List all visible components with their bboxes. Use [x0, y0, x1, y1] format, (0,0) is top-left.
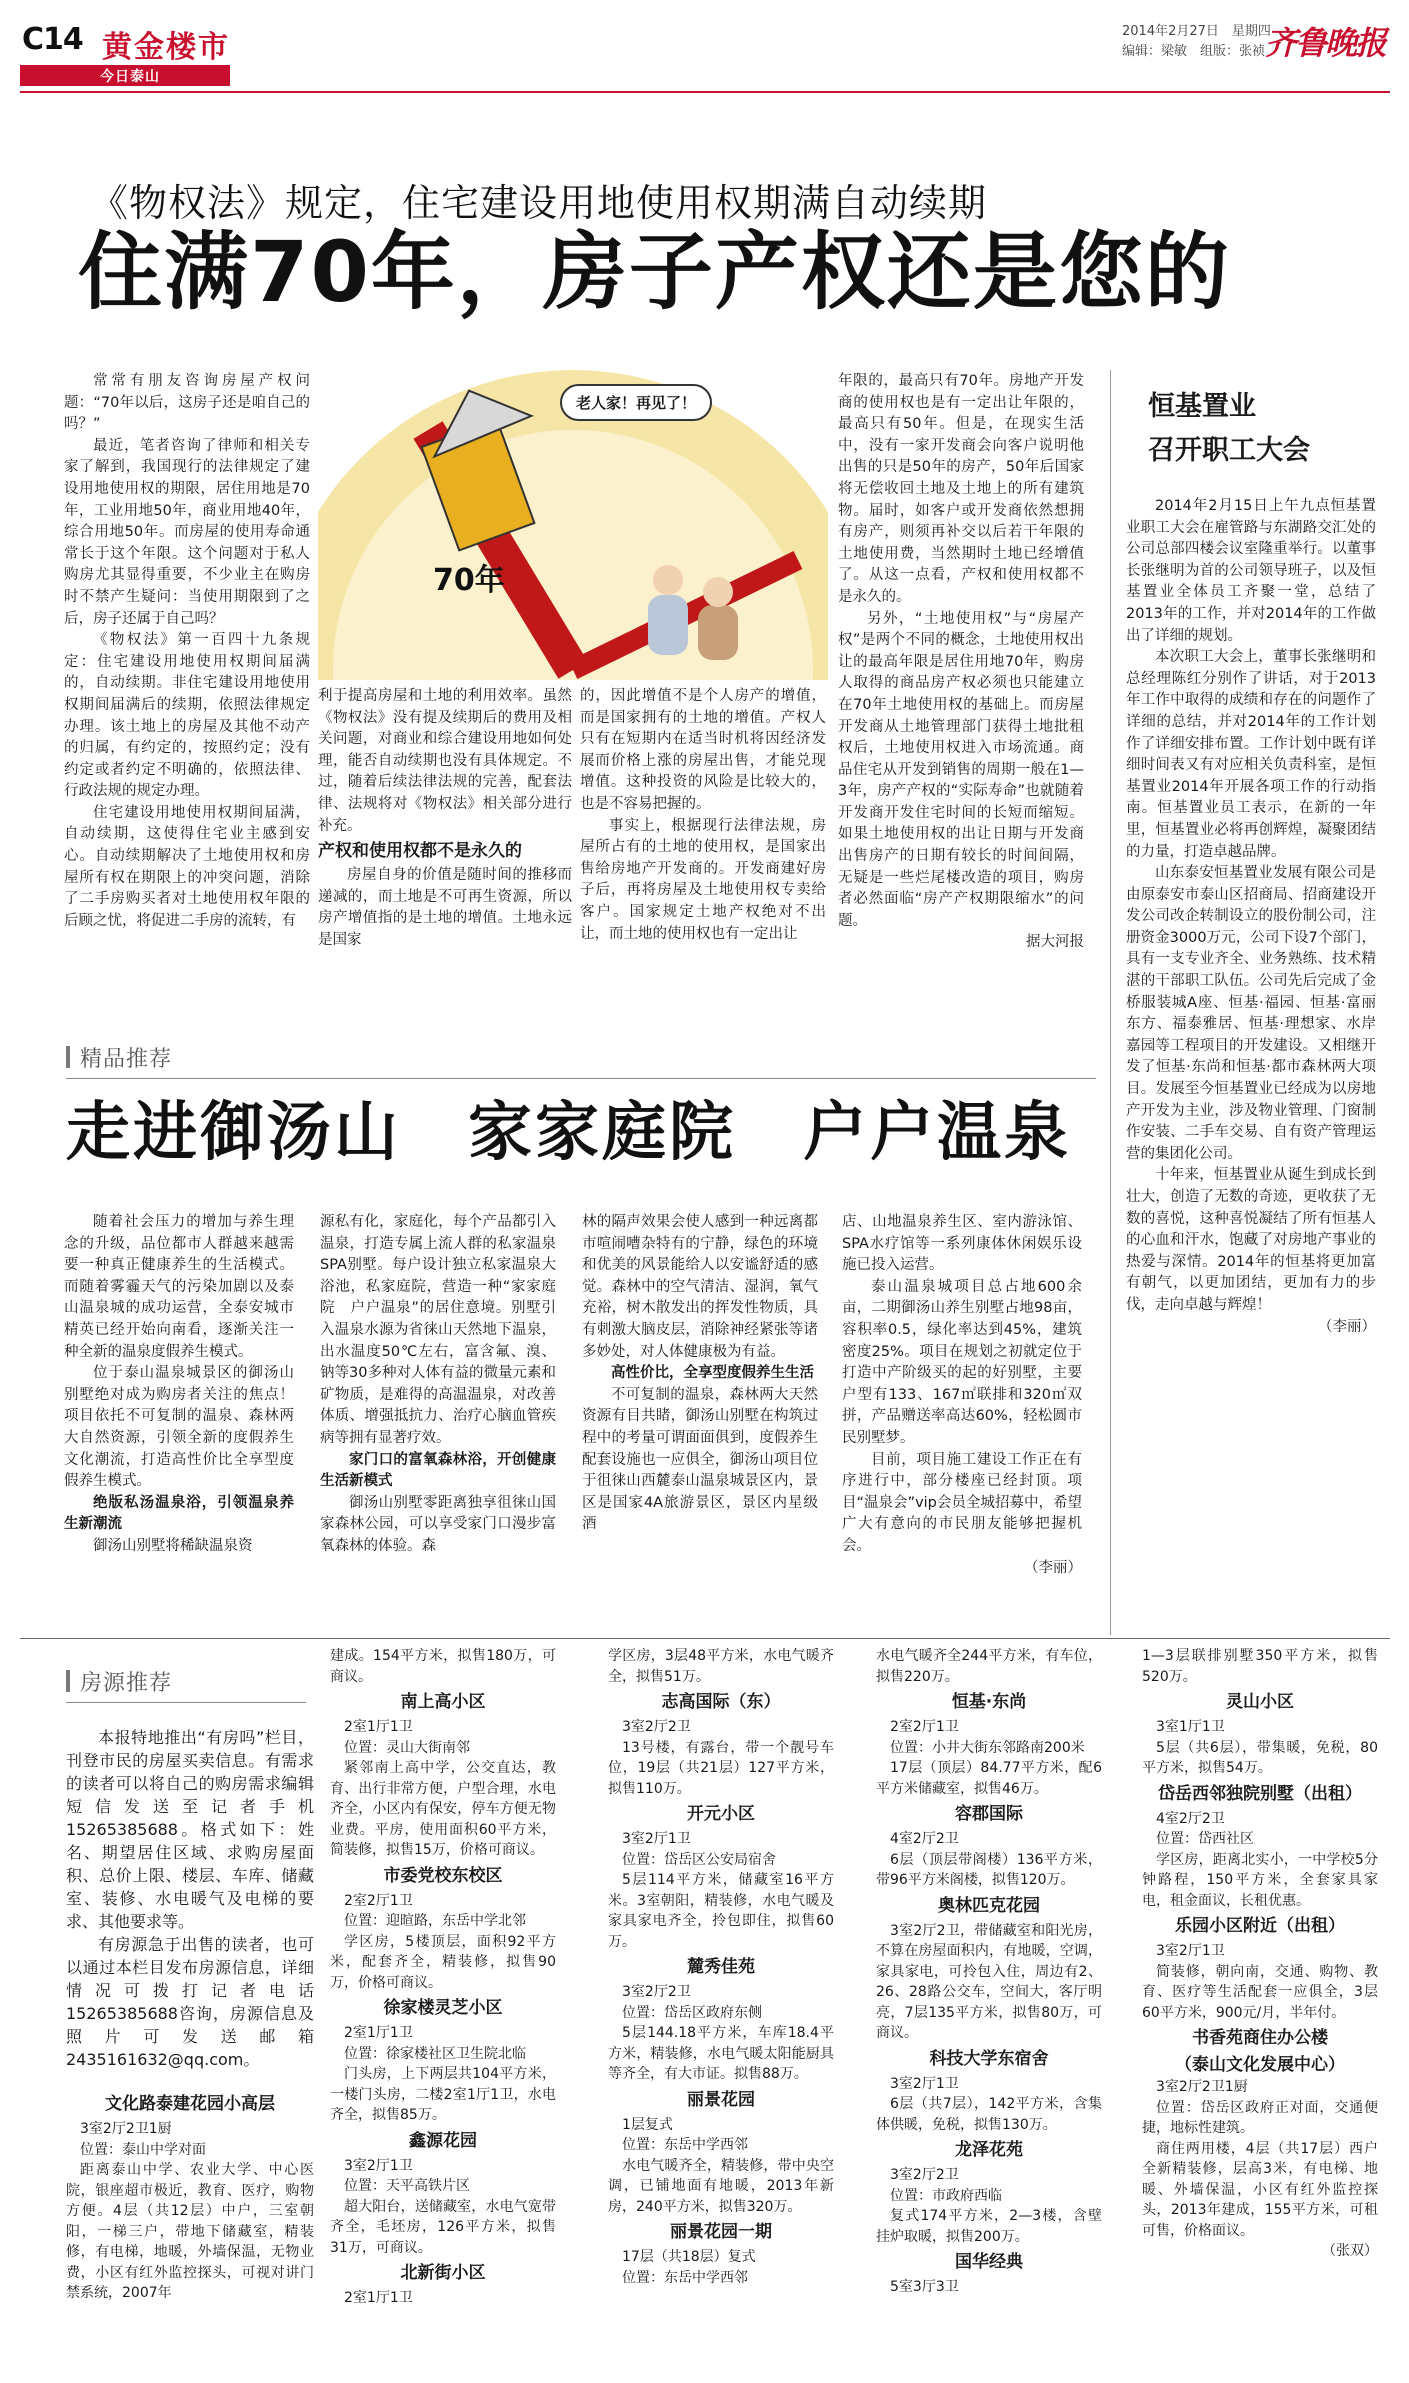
listing-title: 容郡国际 — [955, 1804, 1023, 1824]
listing-line: 6层（顶层带阁楼）136平方米，带96平方米阁楼，拟售120万。 — [876, 1851, 1102, 1888]
column-divider — [1110, 370, 1111, 1635]
listing-title: 恒基·东尚 — [951, 1692, 1027, 1712]
lead-col-1 — [64, 371, 310, 932]
listing-title: 徐家楼灵芝小区 — [383, 1998, 503, 2018]
listing-line: 距离泰山中学、农业大学、中心医院，银座超市极近，教育、医疗，购物方便。4层（共12层）中户，三室朝阳，一梯三户，带地下储藏室，精装修，有电梯，地暖，外墙保温，无物业费，小区有红外监控探头，可视对讲门禁系统，2007年 — [66, 2162, 314, 2301]
listing-title: 书香苑商住办公楼 — [1192, 2028, 1328, 2048]
page-number: C14 — [22, 22, 83, 57]
lead-paragraph: 年限的，最高只有70年。房地产开发商的使用权也是有一定出让年限的，最高只有50年。但是，在现实生活中，没有一家开发商会向客户说明他出售的只是50年的房产，50年后国家将无偿收回土地及土地上的所有建筑物。届时，如客户或开发商依然想拥有房产，则须再补交以后若干年限的土地使用费，当然期时土地已经增值了。从这一点看，产权和使用权都不是永久的。 — [838, 373, 1084, 605]
listing-line: 1—3层联排别墅350平方米，拟售520万。 — [1142, 1648, 1378, 1685]
listing-line: 超大阳台，送储藏室，水电气宽带齐全，毛坯房，126平方米，拟售31万，可商议。 — [330, 2198, 556, 2256]
section-title: 黄金楼市 — [102, 30, 230, 65]
listing-line: 简装修，朝向南，交通、购物、教育、医疗等生活配套一应俱全，3层60平方米，900元/月，半年付。 — [1142, 1963, 1378, 2021]
feature-col-2 — [320, 1212, 556, 1558]
listing-line: 位置：徐家楼社区卫生院北临 — [344, 2045, 526, 2062]
listing-line: 商住两用楼，4层（共17层）西户全新精装修，层高3米，有电梯、地暖、外墙保温，小区有红外监控探头，2013年建成，155平方米，可租可售，价格面议。 — [1142, 2140, 1378, 2239]
listing-title: 文化路泰建花园小高层 — [105, 2094, 275, 2114]
listing-line: 位置：东岳中学西邻 — [622, 2269, 748, 2286]
listing-line: 3室2厅2卫 — [622, 1984, 691, 2000]
listing-title-sub: （泰山文化发展中心） — [1175, 2055, 1345, 2075]
feature-col-1 — [64, 1212, 294, 1558]
feature-headline: 走进御汤山 家家庭院 户户温泉 — [66, 1096, 1071, 1170]
listing-title: 南上高小区 — [400, 1692, 486, 1712]
listing-title: 丽景花园一期 — [670, 2222, 772, 2242]
feature-paragraph: 泰山温泉城项目总占地600余亩，二期御汤山养生别墅占地98亩，容积率0.5，绿化率达到45%，建筑密度25%。项目在规划之初就定位于打造中产阶级买的起的好别墅，主要户型有133、167㎡联排和320㎡双拼，产品赠送率高达60%，轻松圆市民别墅梦。 — [842, 1278, 1082, 1446]
property-col-3 — [608, 1646, 834, 2288]
feature-paragraph: 御汤山别墅零距离独享徂徕山国家森林公园，可以享受家门口漫步富氧森林的体验。森 — [320, 1494, 556, 1554]
listing-line: 3室2厅2卫，带储藏室和阳光房，不算在房屋面积内，有地暖，空调，家具家电，可拎包入住，周边有2、26、28路公交车，空间大，客厅明亮，7层135平方米，拟售80万，可商议。 — [876, 1922, 1102, 2041]
property-tag: 房源推荐 — [66, 1666, 172, 1697]
property-byline: （张双） — [1322, 2243, 1378, 2259]
listing-line: 复式174平方米，2—3楼，含壁挂炉取暖，拟售200万。 — [876, 2208, 1102, 2245]
lead-kicker: 《物权法》规定，住宅建设用地使用权期满自动续期 — [90, 181, 988, 225]
subsection-title: 今日泰山 — [100, 69, 160, 85]
listing-title: 丽景花园 — [687, 2089, 755, 2110]
lead-paragraph: 利于提高房屋和土地的利用效率。虽然《物权法》没有提及续期后的费用及相关问题，对商业和综合建设用地如何处理，能否自动续期也没有具体规定。不过，随着后续法律法规的完善，配套法律、法规将对《物权法》相关部分进行补充。 — [318, 688, 572, 834]
side-paragraph: 2014年2月15日上午九点恒基置业职工大会在雇管路与东湖路交汇处的公司总部四楼会议室隆重举行。以董事长张继明为首的公司领导班子，以及恒基置业全体员工齐聚一堂，总结了2013年的工作，并对2014年的工作做出了详细的规划。 — [1126, 498, 1376, 644]
listing-line: 3室2厅1卫 — [622, 1831, 691, 1847]
listing-line: 5室3厅3卫 — [890, 2279, 959, 2295]
listing-line: 2室2厅1卫 — [344, 1892, 413, 1909]
listing-line: 2室2厅1卫 — [890, 1719, 959, 1735]
feature-subhead: 绝版私汤温泉浴，引领温泉养生新潮流 — [64, 1494, 294, 1533]
listing-title: 鑫源花园 — [409, 2130, 477, 2151]
listing-line: 位置：天平高铁片区 — [344, 2178, 470, 2194]
listing-line: 位置：岱岳区公安局宿舍 — [622, 1851, 776, 1868]
listing-line: 5层（共6层），带集暖，免税，80平方米，拟售54万。 — [1142, 1739, 1378, 1776]
listing-title: 麓秀佳苑 — [687, 1957, 755, 1977]
feature-tag: 精品推荐 — [66, 1042, 172, 1073]
property-col-4 — [876, 1646, 1102, 2298]
lead-col-3 — [580, 686, 826, 945]
lead-col-2 — [318, 686, 572, 952]
listing-line: 13号楼，有露台，带一个靓号车位，19层（共21层）127平方米，拟售110万。 — [608, 1739, 834, 1797]
listing-line: 2室1厅1卫 — [344, 1719, 413, 1735]
listing-line: 位置：岱岳区政府正对面，交通便捷，地标性建筑。 — [1142, 2099, 1378, 2136]
feature-byline: （李丽） — [1024, 1559, 1082, 1576]
listing-title: 国华经典 — [955, 2252, 1023, 2272]
listing-line: 5层114平方米，储藏室16平方米。3室朝阳，精装修，水电气暖及家具家电齐全，拎包即住，拟售60万。 — [608, 1872, 834, 1950]
lead-paragraph: 事实上，根据现行法律法规，房屋所占有的土地的使用权，是国家出售给房地产开发商的。开发商建好房子后，再将房屋及土地使用权专卖给客户。国家规定土地产权绝对不出让，而土地的使用权也有一定出让 — [580, 817, 826, 942]
listing-line: 2室1厅1卫 — [344, 2290, 413, 2306]
lead-paragraph: 常常有朋友咨询房屋产权问题：“70年以后，这房子还是咱自己的吗？” — [64, 373, 310, 433]
lead-paragraph: 另外，“土地使用权”与“房屋产权”是两个不同的概念，土地使用权出让的最高年限是居住用地70年，购房人取得的商品房产权必须也只能建立在70年土地使用权的基础上。而房屋开发商从土地管理部门获得土地批租权后，土地使用权进入市场流通。商品住宅从开发到销售的周期一般在1—3年，房产产权的“实际寿命”也就随着开发商开发住宅时间的长短而缩短。如果土地使用权的出让日期与开发商出售房产的日期有较长的时间间隔，无疑是一些烂尾楼改造的项目，购房者必然面临“房产产权期限缩水”的问题。 — [838, 610, 1084, 929]
feature-paragraph: 林的隔声效果会使人感到一种远离都市喧闹嘈杂特有的宁静，绿色的环境和优美的风景能给人以安谧舒适的感觉。森林中的空气清洁、湿润，氧气充裕，树木散发出的挥发性物质，具有刺激大脑皮层，消除神经紧张等诸多妙处，对人体健康极为有益。 — [582, 1214, 818, 1360]
lead-paragraph: 住宅建设用地使用权期间届满，自动续期，这使得住宅业主感到安心。自动续期解决了土地使用权和房屋所有权在期限上的冲突问题，消除了二手房购买者对土地使用权年限的后顾之忧，将促进二手房的流转，有 — [64, 804, 310, 929]
feature-tag-rule — [66, 1078, 1096, 1079]
listing-title: 市委党校东校区 — [383, 1865, 503, 1886]
listing-line: 4室2厅2卫 — [1156, 1810, 1225, 1827]
feature-col-3 — [582, 1212, 818, 1536]
listing-line: 位置：灵山大街南邻 — [344, 1739, 470, 1756]
listing-line: 6层（共7层），142平方米，含集体供暖，免税，拟售130万。 — [876, 2096, 1102, 2133]
listing-line: 水电气暖齐全，精装修，带中央空调，已铺地面有地暖，2013年新房，240平方米，拟售320万。 — [608, 2157, 834, 2215]
feature-paragraph: 御汤山别墅将稀缺温泉资 — [93, 1537, 253, 1554]
listing-line: 位置：东岳中学西邻 — [622, 2137, 748, 2153]
listing-line: 水电气暖齐全244平方米，有车位，拟售220万。 — [876, 1648, 1102, 1685]
feature-paragraph: 店、山地温泉养生区、室内游泳馆、SPA水疗馆等一系列康体休闲娱乐设施已投入运营。 — [842, 1214, 1082, 1274]
lead-paragraph: 《物权法》第一百四十九条规定：住宅建设用地使用权期间届满的，自动续期。非住宅建设用地使用权期间届满后的续期，依照法律规定办理。该土地上的房屋及其他不动产的归属，有约定的，按照约定；没有约定或者约定不明确的，依照法律、行政法规的规定办理。 — [64, 632, 310, 800]
listing-line: 位置：泰山中学对面 — [80, 2141, 206, 2158]
illustration-label: 70年 — [433, 563, 505, 598]
listing-line: 学区房，5楼顶层，面积92平方米，配套齐全，精装修，拟售90万，价格可商议。 — [330, 1933, 556, 1991]
side-body — [1126, 496, 1376, 1338]
feature-paragraph: 随着社会压力的增加与养生理念的升级，品位都市人群越来越需要一种真正健康养生的生活模式。而随着雾霾天气的污染加剧以及泰山温泉城的成功运营，全泰安城市精英已经开始向南看，逐渐关注一种全新的温泉度假养生模式。 — [64, 1214, 294, 1360]
lead-paragraph: 房屋自身的价值是随时间的推移而递减的，而土地是不可再生资源，所以房产增值指的是土地的增值。土地永远是国家 — [318, 867, 572, 948]
listing-line: 3室2厅2卫 — [890, 2167, 959, 2183]
feature-subhead: 家门口的富氧森林浴，开创健康生活新模式 — [320, 1451, 556, 1490]
feature-paragraph: 源私有化，家庭化，每个产品都引入温泉，打造专属上流人群的私家温泉SPA别墅。每户设计独立私家温泉大浴池，私家庭院，营造一种“家家庭院 户户温泉”的居住意境。别墅引入温泉水源为省徕山天然地下温泉，出水温度50℃左右，富含氟、溴、钠等30多种对人体有益的微量元素和矿物质，是难得的高温温泉，对改善体质、增强抵抗力、治疗心脑血管疾病等拥有显著疗效。 — [320, 1214, 556, 1446]
listing-title: 乐园小区附近（出租） — [1175, 1916, 1345, 1936]
listing-line: 3室2厅1卫 — [1156, 1943, 1225, 1959]
feature-paragraph: 位于泰山温泉城景区的御汤山别墅绝对成为购房者关注的焦点！项目依托不可复制的温泉、森林两大自然资源，引领全新的度假养生文化潮流，打造高性价比全享型度假养生模式。 — [64, 1365, 294, 1490]
lead-paragraph: 的，因此增值不是个人房产的增值，而是国家拥有的土地的增值。产权人只有在短期内在适当时机将因经济发展而价格上涨的房屋出售，才能兑现增值。这种投资的风险是比较大的，也是不容易把握的。 — [580, 688, 826, 812]
editor-credit: 编辑：梁敏 组版：张祯 — [1122, 44, 1266, 59]
lead-subhead: 产权和使用权都不是永久的 — [318, 841, 522, 862]
listing-line: 17层（顶层）84.77平方米，配6平方米储藏室，拟售46万。 — [876, 1760, 1102, 1797]
listing-title: 开元小区 — [687, 1804, 755, 1824]
listing-line: 3室1厅1卫 — [1156, 1719, 1225, 1735]
listing-line: 3室2厅1卫 — [890, 2075, 959, 2092]
listing-line: 建成。154平方米，拟售180万，可商议。 — [330, 1648, 556, 1685]
listing-line: 门头房，上下两层共104平方米，一楼门头房，二楼2室1厅1卫，水电齐全，拟售85万。 — [330, 2066, 556, 2123]
listing-line: 位置：市政府西临 — [890, 2187, 1002, 2204]
feature-paragraph: 目前，项目施工建设工作正在有序进行中，部分楼座已经封顶。项目“温泉会”vip会员全城招募中，希望广大有意向的市民朋友能够把握机会。 — [842, 1451, 1082, 1554]
listing-title: 北新街小区 — [400, 2263, 486, 2283]
feature-paragraph: 不可复制的温泉，森林两大天然资源有目共睹，御汤山别墅在构筑过程中的考量可谓面面俱到，度假养生配套设施也一应俱全，御汤山项目位于徂徕山西麓泰山温泉城景区内，景区是国家4A旅游景区，景区内星级酒 — [582, 1386, 818, 1533]
listing-line: 位置：小井大街东邻路南200米 — [890, 1739, 1085, 1756]
listing-line: 4室2厅2卫 — [890, 1831, 959, 1847]
side-paragraph: 山东泰安恒基置业发展有限公司是由原泰安市泰山区招商局、招商建设开发公司改企转制设立的股份制公司，注册资金3000万元，公司下设7个部门，具有一支专业齐全、业务熟练、技术精湛的干部职工队伍。公司先后完成了金桥服装城A座、恒基·福园、恒基·富丽东方、福泰雅居、恒基·理想家、水岸嘉园等工程项目的开发建设。又相继开发了恒基·东尚和恒基·都市森林两大项目。发展至今恒基置业已经成为以房地产开发为主业，涉及物业管理、门窗制作安装、二手车交易、自有资产管理运营的集团化公司。 — [1126, 865, 1376, 1162]
listing-title: 龙泽花苑 — [955, 2140, 1023, 2160]
property-col-2 — [330, 1646, 556, 2309]
listing-title: 科技大学东宿舍 — [929, 2048, 1049, 2069]
listing-line: 17层（共18层）复式 — [622, 2249, 756, 2265]
listing-title: 岱岳西邻独院别墅（出租） — [1158, 1783, 1362, 1804]
issue-date: 2014年2月27日 星期四 — [1122, 24, 1271, 39]
listing-line: 学区房，距离北实小，一中学校5分钟路程，150平方米，全套家具家电，租金面议，长租优惠。 — [1142, 1851, 1378, 1909]
listing-line: 5层144.18平方米，车库18.4平方米，精装修，水电气暖太阳能厨具等齐全，有大市证。拟售88万。 — [608, 2025, 834, 2082]
listing-line: 学区房，3层48平方米，水电气暖齐全，拟售51万。 — [608, 1648, 834, 1685]
side-paragraph: 本次职工大会上，董事长张继明和总经理陈红分别作了讲话，对于2013年工作中取得的成绩和存在的问题作了详细的总结，并对2014年的工作计划作了详细安排布置。工作计划中既有详细时间表又有对应相关负责科室，是恒基置业2014年开展各项工作的行动指南。恒基置业员工表示，在新的一年里，恒基置业必将再创辉煌，凝聚团结的力量，打造卓越品牌。 — [1126, 649, 1376, 860]
listing-line: 位置：岱岳区政府东侧 — [622, 2004, 762, 2021]
side-title-line-2: 召开职工大会 — [1148, 435, 1310, 466]
lead-col-4 — [838, 371, 1084, 954]
property-col-1 — [66, 1726, 314, 2304]
listing-title: 奥林匹克花园 — [938, 1895, 1040, 1916]
listing-title: 志高国际（东） — [661, 1692, 781, 1712]
side-byline: （李丽） — [1318, 1318, 1376, 1335]
listing-line: 1层复式 — [622, 2116, 673, 2133]
section-divider — [20, 1638, 1390, 1639]
listing-line: 位置：迎暄路，东岳中学北邻 — [344, 1913, 526, 1929]
lead-paragraph: 最近，笔者咨询了律师和相关专家了解到，我国现行的法律规定了建设用地使用权的期限，居住用地是70年，工业用地50年，商业用地40年，综合用地50年。而房屋的使用寿命通常长于这个年限。这个问题对于私人购房尤其显得重要，不少业主在购房时不禁产生疑问：当使用期限到了之后，房子还属于自己吗？ — [64, 437, 310, 627]
lead-headline: 住满70年，房子产权还是您的 — [78, 223, 1231, 321]
listing-line: 3室2厅1卫 — [344, 2157, 413, 2174]
property-intro: 本报特地推出“有房吗”栏目，刊登市民的房屋买卖信息。有需求的读者可以将自己的购房需求编辑短信发送至记者手机15265385688。格式如下：姓名、期望居住区域、求购房屋面积、总价上限、楼层、车库、储藏室、装修、水电暖气及电梯的要求、其他要求等。 — [66, 1728, 314, 1931]
side-paragraph: 十年来，恒基置业从诞生到成长到壮大，创造了无数的奇迹，更收获了无数的喜悦，这种喜悦凝结了所有恒基人的心血和汗水，饱藏了对房地产事业的热爱与深情。2014年的恒基将更加富有朝气，以更加团结，更加有力的步伐，走向卓越与辉煌！ — [1126, 1167, 1376, 1313]
property-tag-rule — [66, 1702, 306, 1703]
listing-line: 3室2厅2卫1厨 — [1156, 2079, 1248, 2095]
property-col-5 — [1142, 1646, 1378, 2262]
property-intro: 有房源急于出售的读者，也可以通过本栏目发布房源信息，详细情况可拨打记者电话15265385688咨询，房源信息及照片可发送邮箱2435161632@qq.com。 — [66, 1935, 314, 2069]
listing-title: 灵山小区 — [1226, 1692, 1294, 1712]
listing-line: 紧邻南上高中学，公交直达，教育、出行非常方便，户型合理，水电齐全，小区内有保安，停车方便无物业费。平房，使用面积60平方米，简装修，拟售15万，价格可商议。 — [330, 1760, 556, 1858]
listing-line: 3室2厅2卫1厨 — [80, 2121, 172, 2137]
masthead-rule — [20, 91, 1390, 93]
feature-subhead: 高性价比，全享型度假养生生活 — [611, 1365, 814, 1382]
listing-line: 3室2厅2卫 — [622, 1719, 691, 1735]
lead-byline: 据大河报 — [1026, 934, 1084, 951]
listing-line: 位置：岱西社区 — [1156, 1831, 1254, 1847]
newspaper-logo: 齐鲁晚报 — [1265, 24, 1386, 62]
listing-line: 2室1厅1卫 — [344, 2025, 413, 2041]
side-title-line-1: 恒基置业 — [1148, 391, 1256, 422]
illustration-speech-bubble: 老人家！再见了！ — [560, 384, 712, 421]
feature-col-4 — [842, 1212, 1082, 1579]
